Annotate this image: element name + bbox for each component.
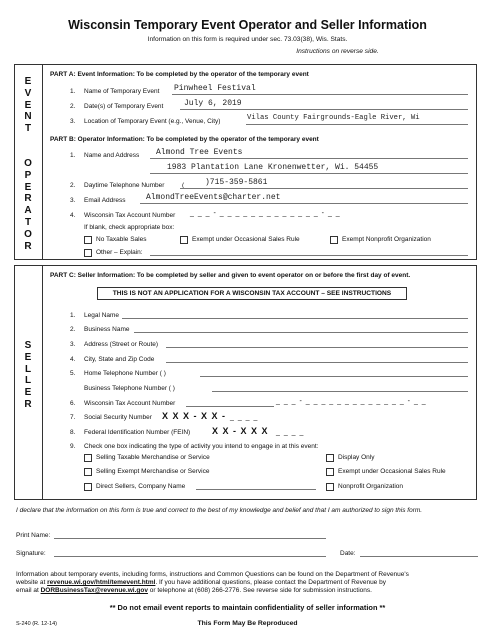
part-b-heading: PART B: Operator Information: To be completed by the operator of the temporary event [50,136,319,143]
occasional-sales-label: Exempt under Occasional Sales Rule [338,468,446,475]
other-label: Other – Explain: [96,249,143,256]
part-c-item-num: 3. [70,341,76,348]
event-date-label: Date(s) of Temporary Event [84,103,164,110]
ssn-masked-value: X X X - X X - [162,411,227,421]
business-phone-field[interactable] [212,384,468,392]
operator-tax-label: Wisconsin Tax Account Number [84,212,176,219]
no-taxable-sales-checkbox[interactable] [84,236,92,244]
print-name-field[interactable] [54,531,326,539]
other-explain-field[interactable] [150,248,468,256]
city-state-zip-label: City, State and Zip Code [84,356,155,363]
not-application-notice: THIS IS NOT AN APPLICATION FOR A WISCONSIN TAX ACCOUNT – SEE INSTRUCTIONS [97,287,407,300]
event-name-label: Name of Temporary Event [84,88,160,95]
operator-email-value: AlmondTreeEvents@charter.net [146,193,281,202]
part-c-item-num: 5. [70,370,76,377]
home-phone-label: Home Telephone Number ( ) [84,370,166,377]
sidebar-seller: S E L L E R [24,340,32,410]
occasional-sales-checkbox[interactable] [326,468,334,476]
form-title: Wisconsin Temporary Event Operator and Seller Information [68,18,427,32]
operator-name-label: Name and Address [84,152,140,159]
declaration-text: I declare that the information on this form is true and correct to the best of my knowledge and belief and that I am authorized to sign this form. [16,507,423,514]
part-b-item-num: 3. [70,197,76,204]
part-c-item-num: 2. [70,326,76,333]
signature-field[interactable] [54,549,326,557]
company-name-field[interactable] [196,482,316,490]
event-name-value: Pinwheel Festival [174,84,256,93]
nonprofit-checkbox[interactable] [326,483,334,491]
print-name-label: Print Name: [16,532,51,539]
city-state-zip-field[interactable] [166,355,468,363]
operator-address-value: 1983 Plantation Lane Kronenwetter, Wi. 54455 [167,163,379,172]
seller-tax-field-line[interactable] [186,399,274,407]
info-line-2: website at revenue.wi.gov/html/temevent.html. If you have additional questions, please contact the Department of Revenue by [16,579,386,586]
sidebar-event: E V E N T [24,76,32,135]
info-line-1: Information about temporary events, including forms, instructions and Common Questions can be found on the Department of Revenue's [16,571,409,578]
business-phone-label: Business Telephone Number ( ) [84,385,175,392]
seller-tax-field[interactable]: _ _ _ - _ _ _ _ _ _ _ _ _ _ _ _ _ - _ _ [276,398,427,405]
direct-sellers-checkbox[interactable] [84,483,92,491]
part-b-item-num: 2. [70,182,76,189]
instructions-note: Instructions on reverse side. [296,48,379,55]
legal-name-field[interactable] [122,311,468,319]
taxable-merchandise-checkbox[interactable] [84,454,92,462]
business-name-field[interactable] [134,325,468,333]
info-line-3: email at DORBusinessTax@revenue.wi.gov or telephone at (608) 266-2776. See reverse side for submission instructions. [16,587,372,594]
info-paragraph [16,571,482,595]
business-name-label: Business Name [84,326,130,333]
seller-tax-label: Wisconsin Tax Account Number [84,400,176,407]
part-a-item-num: 2. [70,103,76,110]
operator-phone-label: Daytime Telephone Number [84,182,165,189]
exempt-occasional-checkbox[interactable] [180,236,188,244]
fein-label: Federal Identification Number (FEIN) [84,429,191,436]
part-c-item-num: 7. [70,414,76,421]
date-field[interactable] [360,549,478,557]
email-link[interactable]: DORBusinessTax@revenue.wi.gov [40,587,148,594]
fein-field[interactable]: _ _ _ _ [276,429,305,436]
exempt-merchandise-checkbox[interactable] [84,468,92,476]
part-c-heading: PART C: Seller Information: To be completed by seller and given to event operator on or before the first day of event. [50,272,411,279]
exempt-nonprofit-checkbox[interactable] [330,236,338,244]
display-only-checkbox[interactable] [326,454,334,462]
part-c-item-num: 1. [70,312,76,319]
part-b-item-num: 1. [70,152,76,159]
part-c-item-num: 8. [70,429,76,436]
blank-note: If blank, check appropriate box: [84,224,175,231]
phone-open-paren: ( [182,182,185,189]
operator-email-label: Email Address [84,197,126,204]
form-subtitle: Information on this form is required under sec. 73.03(38), Wis. Stats. [147,36,348,43]
confidentiality-warning: ** Do not email event reports to maintain confidentiality of seller information ** [109,603,386,612]
date-label: Date: [340,550,356,557]
revenue-website-link[interactable]: revenue.wi.gov/html/temevent.html [47,579,156,586]
address-label: Address (Street or Route) [84,341,159,348]
part-c-item-num: 6. [70,400,76,407]
activity-instruction: Check one box indicating the type of activity you intend to engage in at this event: [84,443,319,450]
part-a-item-num: 1. [70,88,76,95]
sidebar-operator: O P E R A T O R [24,158,32,252]
ssn-label: Social Security Number [84,414,152,421]
other-checkbox[interactable] [84,249,92,257]
operator-tax-field[interactable]: _ _ _ - _ _ _ _ _ _ _ _ _ _ _ _ _ - _ _ [190,210,341,217]
reproduce-note: This Form May Be Reproduced [197,620,298,627]
exempt-merchandise-label: Selling Exempt Merchandise or Service [96,468,210,475]
part-b-item-num: 4. [70,212,76,219]
seller-section [14,265,477,500]
event-location-value: Vilas County Fairgrounds-Eagle River, Wi [247,114,420,122]
exempt-occasional-label: Exempt under Occasional Sales Rule [192,236,300,243]
event-location-label: Location of Temporary Event (e.g., Venue, City) [84,118,221,125]
exempt-nonprofit-label: Exempt Nonprofit Organization [342,236,431,243]
part-a-heading: PART A: Event Information: To be completed by the operator of the temporary event [50,71,309,78]
signature-label: Signature: [16,550,46,557]
form-id: S-240 (R. 12-14) [16,621,57,627]
operator-name-value: Almond Tree Events [156,148,243,157]
event-date-value: July 6, 2019 [184,99,242,108]
part-a-item-num: 3. [70,118,76,125]
taxable-merchandise-label: Selling Taxable Merchandise or Service [96,454,210,461]
part-c-item-num: 9. [70,443,76,450]
operator-phone-value: )715-359-5861 [205,178,268,187]
address-field[interactable] [166,340,468,348]
home-phone-field[interactable] [200,369,468,377]
no-taxable-sales-label: No Taxable Sales [96,236,147,243]
legal-name-label: Legal Name [84,312,120,319]
part-c-item-num: 4. [70,356,76,363]
nonprofit-label: Nonprofit Organization [338,483,404,490]
direct-sellers-label: Direct Sellers, Company Name [96,483,186,490]
display-only-label: Display Only [338,454,375,461]
fein-masked-value: X X - X X X [212,426,269,436]
ssn-field[interactable]: _ _ _ _ [230,414,259,421]
